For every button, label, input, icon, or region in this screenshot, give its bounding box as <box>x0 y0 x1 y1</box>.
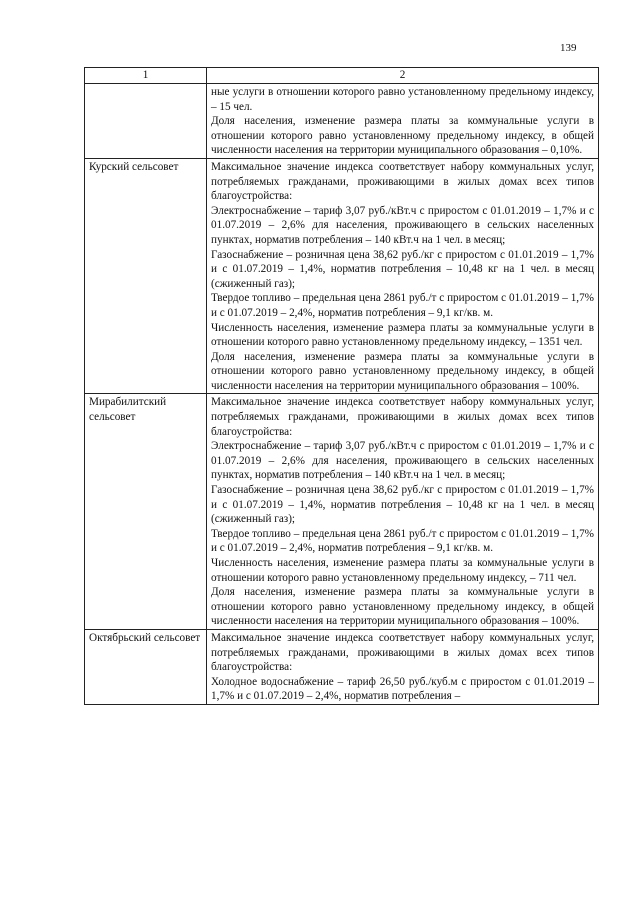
description-cell <box>207 629 599 704</box>
paragraph: Доля населения, изменение размера платы за коммунальные услуги в отношении которого равно установленному предельному индексу, в общей численности населения на территории муниципального образования – 0,10%. <box>211 115 594 157</box>
paragraph: Максимальное значение индекса соответствует набору коммунальных услуг, потребляемых гражданами, проживающими в жилых домах всех типов благоустройства: <box>211 631 594 674</box>
region-name-cell: Курский сельсовет <box>85 158 207 394</box>
paragraph: Твердое топливо – предельная цена 2861 руб./т с приростом с 01.01.2019 – 1,7% и с 01.07.2019 – 2,4%, норматив потребления – 9,1 кг/кв. м. <box>211 527 594 555</box>
paragraph: ные услуги в отношении которого равно установленному предельному индексу, – 15 чел. <box>211 86 594 113</box>
paragraph: Газоснабжение – розничная цена 38,62 руб./кг с приростом с 01.01.2019 – 1,7% и с 01.07.2019 – 1,4%, норматив потребления – 10,48 кг на 1 чел. в месяц (сжиженный газ); <box>211 484 594 526</box>
table-row <box>85 84 599 159</box>
description-cell <box>207 394 599 630</box>
column-header-2: 2 <box>207 68 599 84</box>
paragraph: Максимальное значение индекса соответствует набору коммунальных услуг, потребляемых гражданами, проживающими в жилых домах всех типов благоустройства: <box>211 396 594 438</box>
column-header-1: 1 <box>85 68 207 84</box>
table-body <box>85 84 599 705</box>
region-name-cell: Октябрьский сельсовет <box>85 629 207 704</box>
document-table <box>84 67 599 705</box>
paragraph: Доля населения, изменение размера платы за коммунальные услуги в отношении которого равно установленному предельному индексу, в общей численности населения на территории муниципального образования – 100%. <box>211 586 594 628</box>
paragraph: Холодное водоснабжение – тариф 26,50 руб./куб.м с приростом с 01.01.2019 – 1,7% и с 01.07.2019 – 2,4%, норматив потребления – <box>211 675 594 703</box>
paragraph: Твердое топливо – предельная цена 2861 руб./т с приростом с 01.01.2019 – 1,7% и с 01.07.2019 – 2,4%, норматив потребления – 9,1 кг/кв. м. <box>211 292 594 319</box>
page-number: 139 <box>560 42 577 54</box>
table-row <box>85 394 599 630</box>
paragraph: Электроснабжение – тариф 3,07 руб./кВт.ч с приростом с 01.01.2019 – 1,7% и с 01.07.2019 – 2,6% для населения, проживающего в сельских населенных пунктах, норматив потребления – 140 кВт.ч на 1 чел. в месяц; <box>211 440 594 482</box>
region-name-cell <box>85 84 207 159</box>
paragraph: Численность населения, изменение размера платы за коммунальные услуги в отношении которого равно установленному предельному индексу, – 711 чел. <box>211 557 594 584</box>
table-row <box>85 158 599 394</box>
paragraph: Максимальное значение индекса соответствует набору коммунальных услуг, потребляемых гражданами, проживающими в жилых домах всех типов благоустройства: <box>211 160 594 203</box>
table-header-row <box>85 68 599 84</box>
region-name-cell: Мирабилитский сельсовет <box>85 394 207 630</box>
description-cell <box>207 84 599 159</box>
paragraph: Доля населения, изменение размера платы за коммунальные услуги в отношении которого равно установленному предельному индексу, в общей численности населения на территории муниципального образования – 100%. <box>211 350 594 392</box>
paragraph: Газоснабжение – розничная цена 38,62 руб./кг с приростом с 01.01.2019 – 1,7% и с 01.07.2019 – 1,4%, норматив потребления – 10,48 кг на 1 чел. в месяц (сжиженный газ); <box>211 248 594 290</box>
paragraph: Электроснабжение – тариф 3,07 руб./кВт.ч с приростом с 01.01.2019 – 1,7% и с 01.07.2019 – 2,6% для населения, проживающего в сельских населенных пунктах, норматив потребления – 140 кВт.ч на 1 чел. в месяц; <box>211 204 594 246</box>
paragraph: Численность населения, изменение размера платы за коммунальные услуги в отношении которого равно установленному предельному индексу, – 1351 чел. <box>211 321 594 349</box>
description-cell <box>207 158 599 394</box>
table-row <box>85 629 599 704</box>
